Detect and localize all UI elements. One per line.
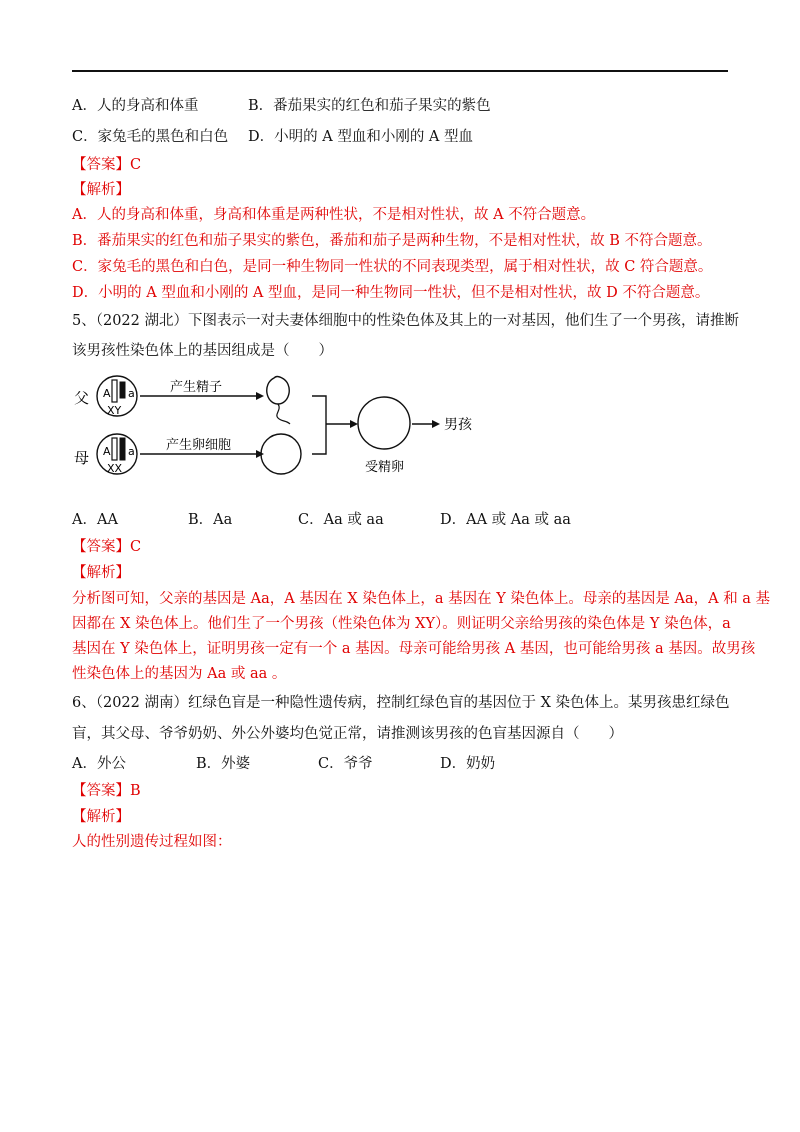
q6-answer: 【答案】B	[72, 783, 141, 799]
arrow-head	[350, 420, 358, 428]
x-chromosome	[112, 438, 117, 460]
sperm-head	[267, 377, 289, 405]
header-rule	[72, 70, 728, 72]
q4-analysis-line: C．家兔毛的黑色和白色，是同一种生物同一性状的不同表现类型，属于相对性状，故 C 符合题意。	[72, 259, 713, 275]
q5-option-b: B．Aa	[188, 512, 233, 528]
q4-analysis-title: 【解析】	[72, 182, 130, 198]
q5-option-d: D．AA 或 Aa 或 aa	[440, 512, 571, 528]
father-label: 父	[74, 389, 90, 407]
sperm-label: 产生精子	[170, 380, 223, 395]
arrow-head	[432, 420, 440, 428]
y-chromosome	[120, 382, 125, 398]
q5-option-c: C．Aa 或 aa	[298, 512, 384, 528]
x-chromosome	[112, 380, 117, 402]
egg-label: 产生卵细胞	[166, 438, 232, 453]
arrow-head	[256, 450, 264, 458]
q6-analysis-line: 人的性别遗传过程如图：	[72, 834, 232, 850]
q5-stem-line: 该男孩性染色体上的基因组成是（ ）	[72, 343, 333, 359]
gene-a-lower: a	[128, 387, 135, 400]
inheritance-diagram	[72, 366, 512, 492]
q6-stem-line: 6、（2022 湖南）红绿色盲是一种隐性遗传病，控制红绿色盲的基因位于 X 染色体上。某男孩患红绿色	[72, 695, 730, 711]
q5-stem-line: 5、（2022 湖北）下图表示一对夫妻体细胞中的性染色体及其上的一对基因，他们生了一个男孩，请推断	[72, 313, 739, 329]
q5-analysis-line: 性染色体上的基因为 Aa 或 aa 。	[72, 666, 287, 682]
q4-analysis-line: B．番茄果实的红色和茄子果实的紫色，番茄和茄子是两种生物，不是相对性状，故 B 不符合题意。	[72, 233, 712, 249]
q4-analysis-line: A．人的身高和体重，身高和体重是两种性状，不是相对性状，故 A 不符合题意。	[72, 207, 596, 223]
sperm-tail	[277, 404, 290, 424]
q6-option-b: B．外婆	[196, 756, 251, 772]
q5-option-a: A．AA	[72, 512, 118, 528]
x-chromosome	[120, 438, 125, 460]
zygote-cell	[358, 397, 410, 449]
q4-option-b: B．番茄果实的红色和茄子果实的紫色	[248, 98, 491, 114]
gene-a-upper: A	[103, 387, 111, 400]
egg-cell	[261, 434, 301, 474]
result-label: 男孩	[444, 417, 472, 433]
q6-analysis-title: 【解析】	[72, 809, 130, 825]
gene-a-upper: A	[103, 445, 111, 458]
q5-answer: 【答案】C	[72, 539, 142, 555]
q4-analysis-line: D．小明的 A 型血和小刚的 A 型血，是同一种生物同一性状，但不是相对性状，故 D 不符合题意。	[72, 285, 710, 301]
q6-option-a: A．外公	[72, 756, 126, 772]
q4-answer: 【答案】C	[72, 157, 142, 173]
arrow-head	[256, 392, 264, 400]
zygote-label: 受精卵	[365, 460, 405, 475]
gene-a-lower: a	[128, 445, 135, 458]
q4-option-c: C．家兔毛的黑色和白色	[72, 129, 229, 145]
q5-analysis-line: 分析图可知，父亲的基因是 Aa，A 基因在 X 染色体上，a 基因在 Y 染色体上。母亲的基因是 Aa，A 和 a 基	[72, 591, 771, 607]
q5-analysis-line: 基因在 Y 染色体上，证明男孩一定有一个 a 基因。母亲可能给男孩 A 基因，也可能给男孩 a 基因。故男孩	[72, 641, 756, 657]
q6-stem-line: 盲，其父母、爷爷奶奶、外公外婆均色觉正常，请推测该男孩的色盲基因源自（ ）	[72, 726, 623, 742]
q6-option-d: D．奶奶	[440, 756, 496, 772]
father-chromosomes: XY	[107, 404, 122, 417]
mother-chromosomes: XX	[107, 462, 123, 475]
q6-option-c: C．爷爷	[318, 756, 373, 772]
bracket	[312, 396, 326, 454]
mother-label: 母	[74, 449, 90, 467]
q4-option-d: D．小明的 A 型血和小刚的 A 型血	[248, 129, 474, 145]
q4-option-a: A．人的身高和体重	[72, 98, 199, 114]
q5-analysis-line: 因都在 X 染色体上。他们生了一个男孩（性染色体为 XY）。则证明父亲给男孩的染色体是 Y 染色体，a	[72, 616, 731, 632]
q5-analysis-title: 【解析】	[72, 565, 130, 581]
